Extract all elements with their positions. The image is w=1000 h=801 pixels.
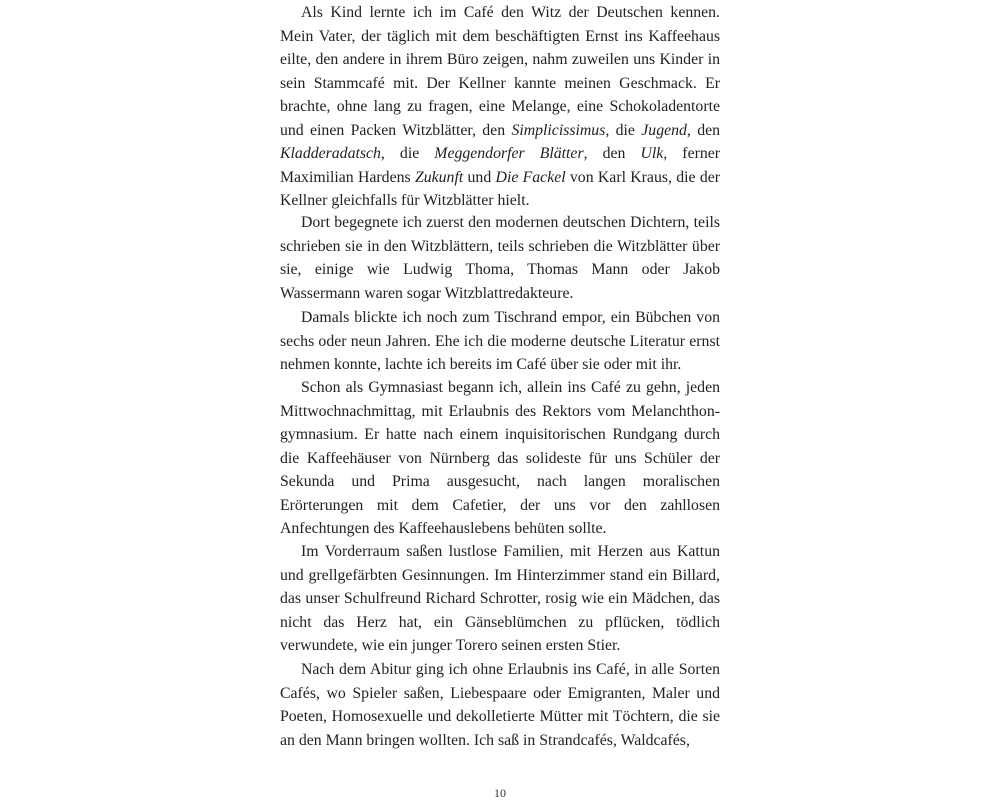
- text-run: , den: [583, 145, 641, 162]
- title-ulk: Ulk,: [640, 145, 668, 162]
- paragraph-6: Nach dem Abitur ging ich ohne Erlaubnis ins Café, in alle Sorten Cafés, wo Spieler saßen, Liebespaare oder Emigranten, Maler und Poeten, Homosexuelle und dekolletierte Mütter mit Töchtern, die sie an den Mann bringen wollten. Ich saß in Strandcafés, Waldcafés,: [280, 661, 720, 749]
- text-run: und: [463, 168, 496, 186]
- title-jugend: Jugend,: [641, 121, 691, 139]
- paragraph-3: Damals blickte ich noch zum Tischrand empor, ein Bübchen von sechs oder neun Jahren. Ehe ich die moderne deutsche Literatur ernst nehmen konnte, lachte ich bereits im Café über sie oder mit ihr.: [280, 309, 720, 373]
- text-run: die: [384, 145, 435, 162]
- page-number: 10: [494, 786, 506, 800]
- title-die-fackel: Die Fackel: [495, 168, 566, 186]
- title-simplicissimus: Simplicissimus: [511, 121, 606, 139]
- paragraph-4: Schon als Gymnasiast begann ich, allein ins Café zu gehn, jeden Mittwochnachmittag, mit Erlaubnis des Rektors vom Melanchthongymnasium. Er hatte nach einem inquisitorischen Rundgang durch die Kaffeehäuser von Nürnberg das solideste für uns Schüler der Sekunda und Prima ausgesucht, nach langen moralischen Erörterungen mit dem Cafetier, der uns vor den zahllosen Anfechtungen des Kaffeehauslebens behüten sollte.: [280, 379, 720, 537]
- book-page: [280, 0, 720, 800]
- text-run: den: [690, 121, 720, 139]
- text-run: Als Kind lernte ich im Café den Witz der Deutschen kennen. Mein Vater, der täglich mit dem beschäftigten Ernst ins Kaffeehaus eilte, den andere in ihrem Büro zeigen, nahm zuweilen uns Kinder in sein Stammcafé mit. Der Kellner kannte meinen Geschmack. Er brachte, ohne lang zu fragen, eine Melange, eine Schokoladentorte und einen Packen Witzblätter, den: [280, 4, 720, 139]
- paragraph-1: [280, 1, 720, 213]
- paragraph-2: Dort begegnete ich zuerst den modernen deutschen Dichtern, teils schrieben sie in den Witzblättern, teils schrieben die Witzblätter über sie, einige wie Ludwig Thoma, Thomas Mann oder Jakob Wassermann waren sogar Witzblattredakteure.: [280, 214, 720, 302]
- title-zukunft: Zukunft: [414, 168, 464, 186]
- text-run: von Karl Kraus, die der Kellner gleichfalls für Witzblätter hielt.: [280, 168, 721, 209]
- title-kladderadatsch: Kladderadatsch,: [280, 145, 385, 162]
- title-meggendorfer-blaetter: Meggendorfer Blätter: [434, 145, 584, 162]
- text-run: ferner Maximilian Hardens: [280, 145, 721, 186]
- text-run: , die: [605, 121, 642, 139]
- paragraph-5: Im Vorderraum saßen lustlose Familien, mit Herzen aus Kattun und grellgefärbten Gesinnungen. Im Hinterzimmer stand ein Billard, das unser Schulfreund Richard Schrotter, rosig wie ein Mädchen, das nicht das Herz hat, ein Gänseblümchen zu pflücken, tödlich verwundete, wie ein junger Torero seinen ersten Stier.: [280, 543, 720, 654]
